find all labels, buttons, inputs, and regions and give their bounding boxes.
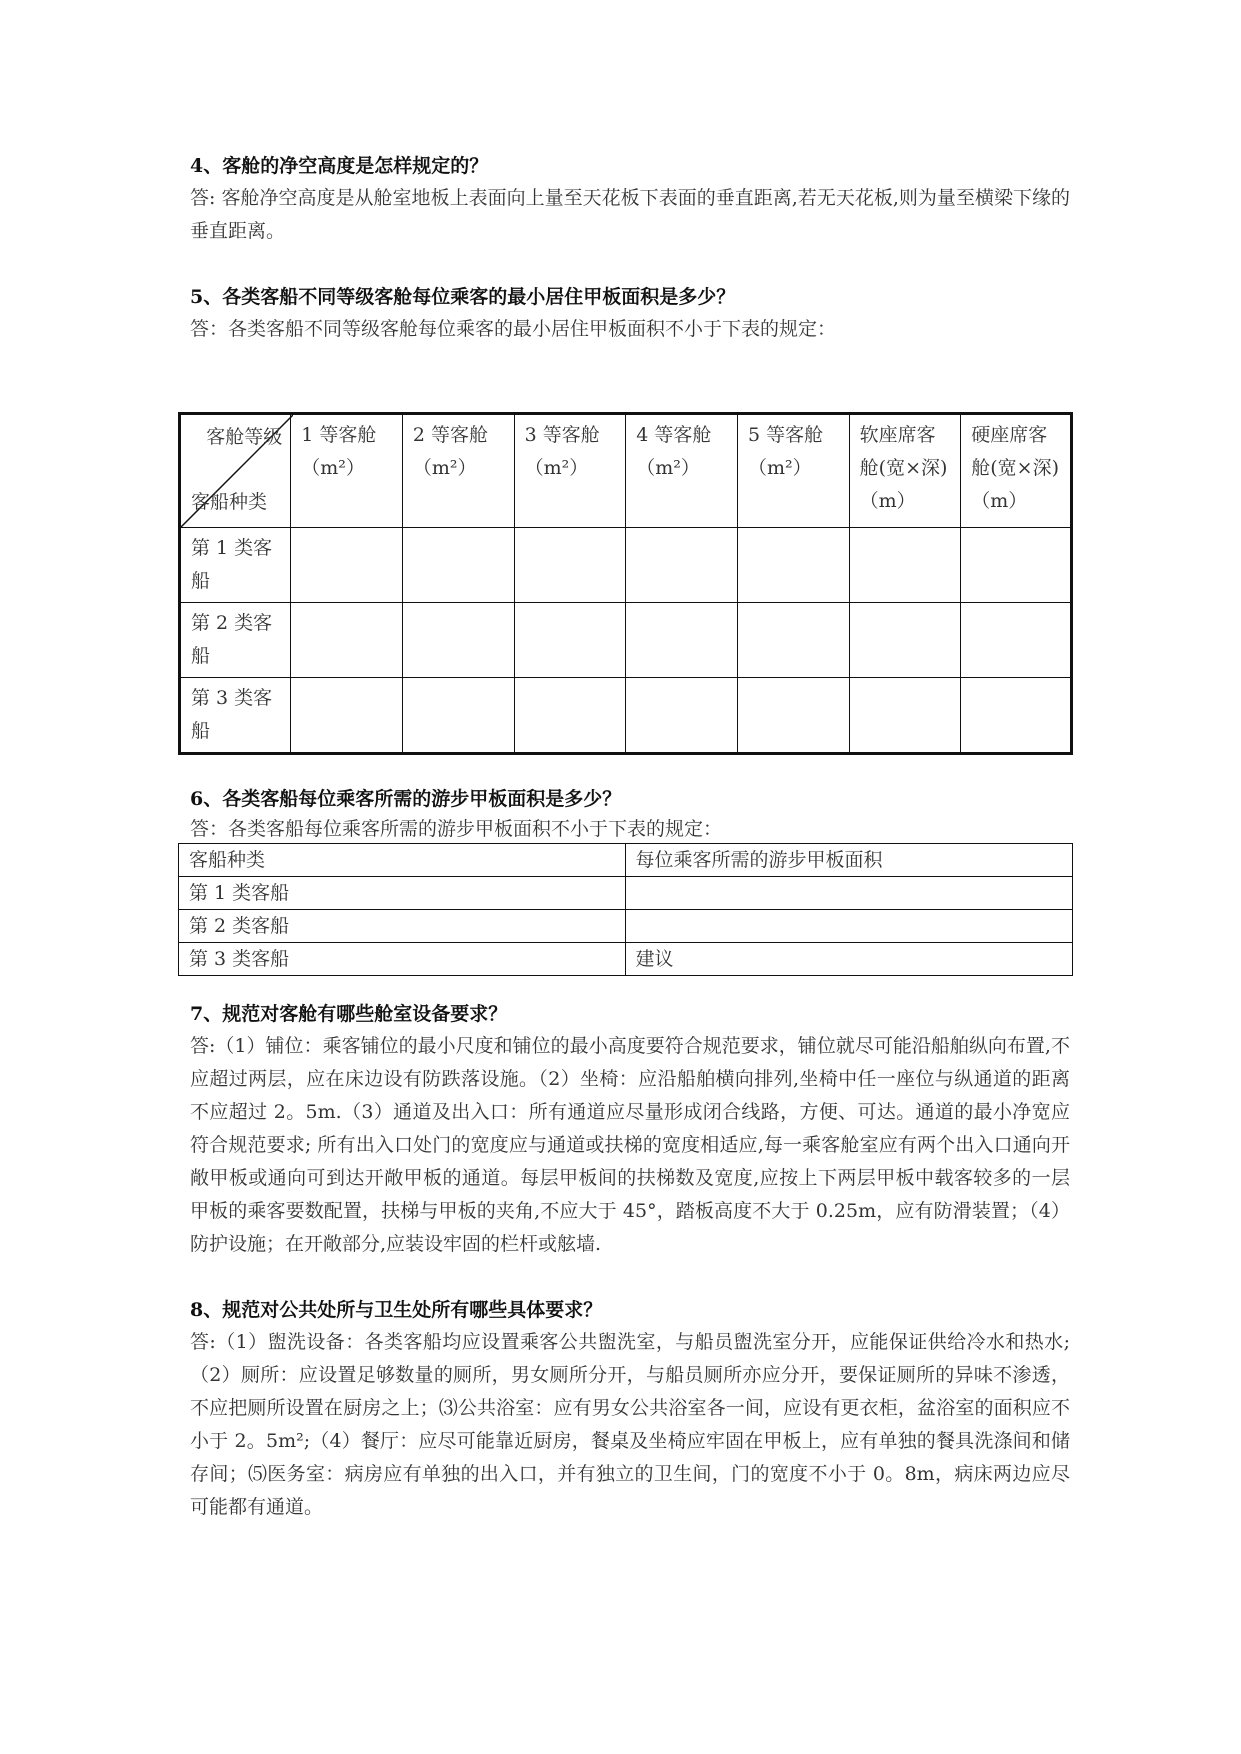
promenade-deck-table [178,843,1073,976]
document-page [190,150,1070,1524]
question-8-answer: 答:（1）盥洗设备：各类客船均应设置乘客公共盥洗室，与船员盥洗室分开，应能保证供给冷水和热水;（2）厕所：应设置足够数量的厕所，男女厕所分开，与船员厕所亦应分开，要保证厕所的异味不渗透，不应把厕所设置在厨房之上；⑶公共浴室：应有男女公共浴室各一间，应设有更衣柜，盆浴室的面积应不小于 2。5m²;（4）餐厅：应尽可能靠近厨房，餐桌及坐椅应牢固在甲板上，应有单独的餐具洗涤间和储存间；⑸医务室：病房应有单独的出入口，并有独立的卫生间，门的宽度不小于 0。8m，病床两边应尽可能都有通道。 [190,1331,1070,1518]
cabin-header-cell: 5 等客舱（m²） [737,414,849,528]
row-label-cell: 第 2 类客船 [179,910,626,943]
question-7-title: 7、规范对客舱有哪些舱室设备要求？ [190,1003,508,1025]
question-4-answer: 答: 客舱净空高度是从舱室地板上表面向上量至天花板下表面的垂直距离,若无天花板,则为量至横梁下缘的垂直距离。 [190,187,1070,242]
table-row [179,943,1073,976]
question-4-title: 4、客舱的净空高度是怎样规定的？ [190,155,489,177]
cabin-header-cell: 硬座席客舱(宽×深)（m） [961,414,1072,528]
row-value-cell [625,910,1073,943]
cabin-table-corner-cell [180,414,291,528]
table-row [180,603,1072,678]
row-label-cell: 第 3 类客船 [180,678,291,754]
row-value-cell: 建议 [625,943,1073,976]
promenade-header-cell: 客船种类 [179,844,626,877]
cabin-header-cell: 2 等客舱（m²） [402,414,514,528]
table-row [179,844,1073,877]
cabin-header-cell: 软座席客舱(宽×深)（m） [849,414,961,528]
row-label-cell: 第 3 类客船 [179,943,626,976]
corner-top-label: 客舱等级 [206,426,283,448]
cabin-area-table [178,412,1073,755]
question-6-answer: 答：各类客船每位乘客所需的游步甲板面积不小于下表的规定： [190,818,723,840]
cabin-header-cell: 4 等客舱（m²） [626,414,738,528]
question-7-answer: 答:（1）铺位：乘客铺位的最小尺度和铺位的最小高度要符合规范要求，铺位就尽可能沿船舶纵向布置,不应超过两层，应在床边设有防跌落设施。（2）坐椅：应沿船舶横向排列,坐椅中任一座位与纵通道的距离不应超过 2。5m.（3）通道及出入口：所有通道应尽量形成闭合线路，方便、可达。通道的最小净宽应符合规范要求; 所有出入口处门的宽度应与通道或扶梯的宽度相适应,每一乘客舱室应有两个出入口通向开敞甲板或通向可到达开敞甲板的通道。每层甲板间的扶梯数及宽度,应按上下两层甲板中载客较多的一层甲板的乘客要数配置，扶梯与甲板的夹角,不应大于 45°，踏板高度不大于 0.25m，应有防滑装置；（4）防护设施；在开敞部分,应装设牢固的栏杆或舷墙. [190,1035,1070,1255]
question-5-answer: 答：各类客船不同等级客舱每位乘客的最小居住甲板面积不小于下表的规定： [190,318,837,340]
table-row [180,678,1072,754]
question-6-title: 6、各类客船每位乘客所需的游步甲板面积是多少？ [190,788,622,810]
table-row [179,910,1073,943]
corner-bottom-label: 客船种类 [191,491,268,513]
row-label-cell: 第 1 类客船 [180,528,291,603]
row-label-cell: 第 1 类客船 [179,877,626,910]
promenade-header-cell: 每位乘客所需的游步甲板面积 [625,844,1073,877]
cabin-table-header-row [180,414,1072,528]
table-row [180,528,1072,603]
table-row [179,877,1073,910]
question-8-title: 8、规范对公共处所与卫生处所有哪些具体要求？ [190,1299,603,1321]
question-5-title: 5、各类客船不同等级客舱每位乘客的最小居住甲板面积是多少？ [190,286,736,308]
cabin-header-cell: 3 等客舱（m²） [514,414,626,528]
row-value-cell [625,877,1073,910]
cabin-header-cell: 1 等客舱（m²） [291,414,403,528]
row-label-cell: 第 2 类客船 [180,603,291,678]
